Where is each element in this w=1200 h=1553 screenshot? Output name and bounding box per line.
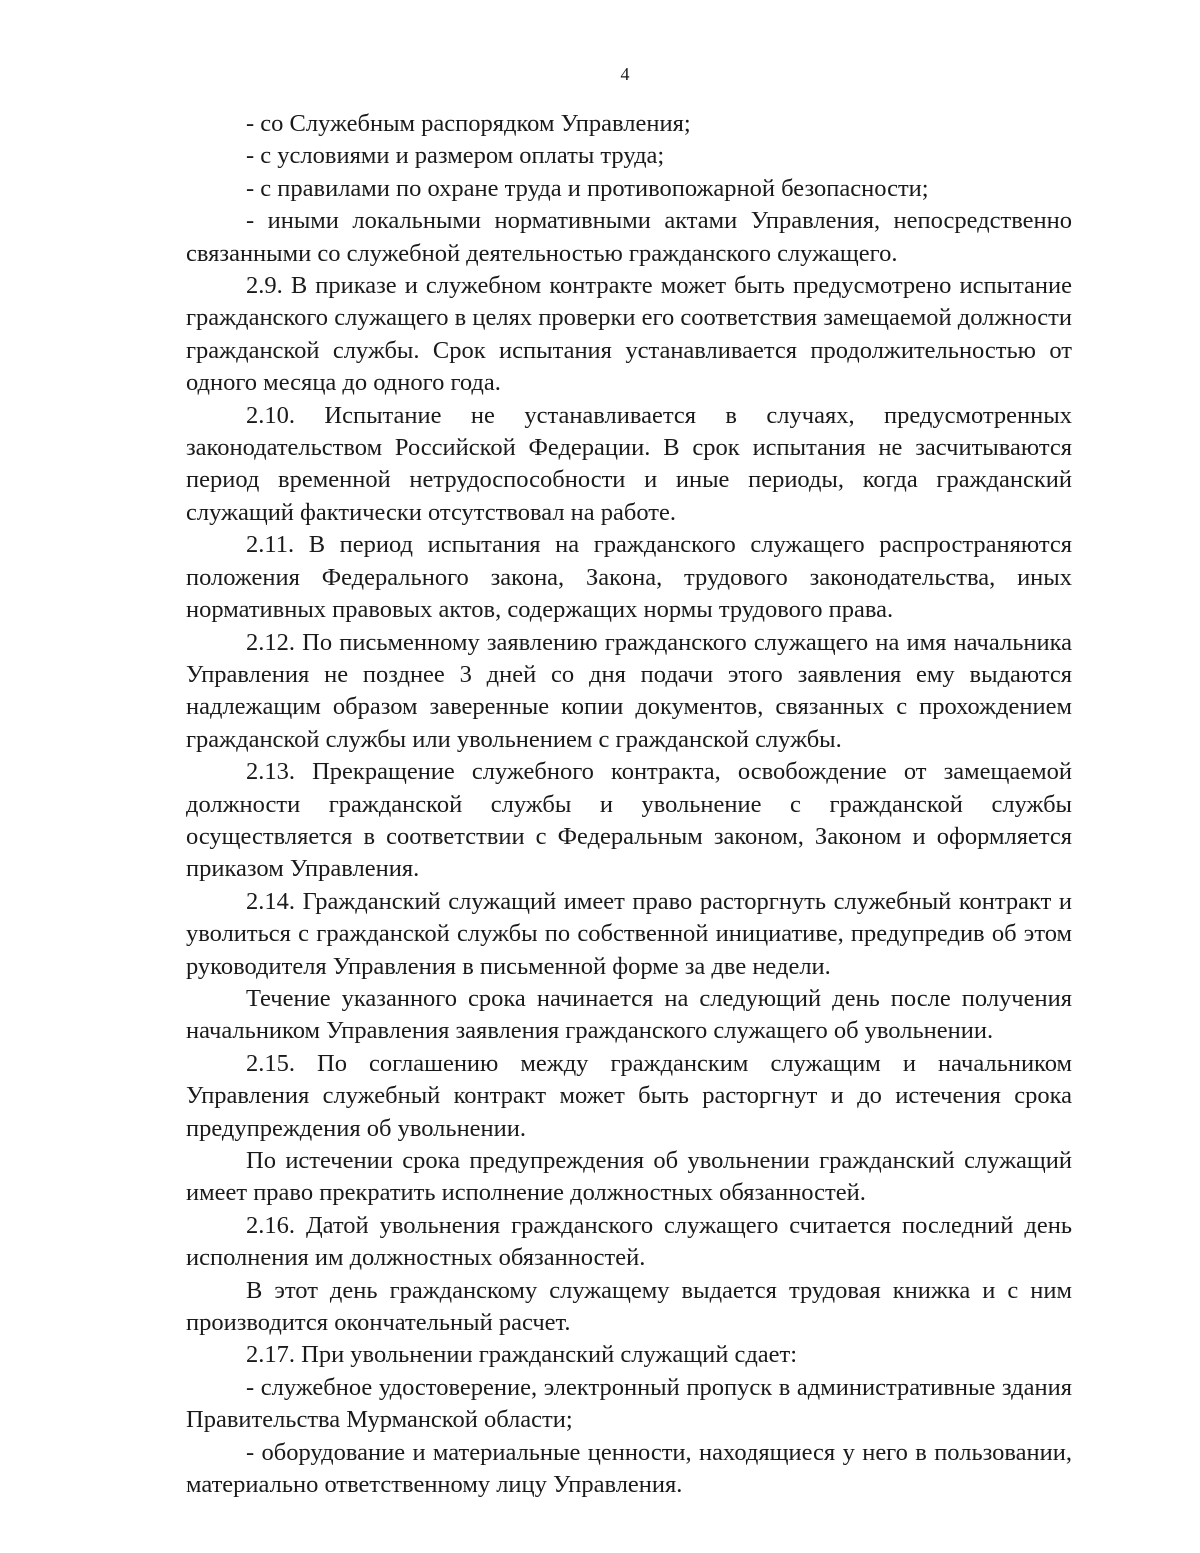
list-item-pay-conditions: - с условиями и размером оплаты труда; [246,142,665,170]
page-number: 4 [620,64,630,84]
clause-2-9: 2.9. В приказе и служебном контракте может быть предусмотрено испытание гражданского служащего в целях проверки его соответствия замещаемой должности гражданской службы. Срок испытания устанавливается продолжительностью от одного месяца до одного года. [186,272,1072,397]
clause-2-16-settlement: В этот день гражданскому служащему выдается трудовая книжка и с ним производится окончательный расчет. [186,1276,1072,1337]
clause-2-14: 2.14. Гражданский служащий имеет право расторгнуть служебный контракт и уволиться с гражданской службы по собственной инициативе, предупредив об этом руководителя Управления в письменной форме за две недели. [186,887,1072,980]
list-item-equipment: - оборудование и материальные ценности, находящиеся у него в пользовании, материально ответственному лицу Управления. [186,1438,1072,1499]
clause-2-11: 2.11. В период испытания на гражданского служащего распространяются положения Федерального закона, Закона, трудового законодательства, иных нормативных правовых актов, содержащих нормы трудового права. [186,531,1072,624]
clause-2-15: 2.15. По соглашению между гражданским служащим и начальником Управления служебный контракт может быть расторгнут и до истечения срока предупреждения об увольнении. [186,1049,1072,1142]
clause-2-15-expiry: По истечении срока предупреждения об увольнении гражданский служащий имеет право прекратить исполнение должностных обязанностей. [186,1147,1072,1207]
list-item-safety-rules: - с правилами по охране труда и противопожарной безопасности; [246,174,929,202]
list-item-local-acts: - иными локальными нормативными актами Управления, непосредственно связанными со служебной деятельностью гражданского служащего. [186,207,1072,267]
clause-2-12: 2.12. По письменному заявлению гражданского служащего на имя начальника Управления не позднее 3 дней со дня подачи этого заявления ему выдаются надлежащим образом заверенные копии документов, связанных с прохождением гражданской службы или увольнением с гражданской службы. [186,628,1072,753]
list-item-service-rules: - со Служебным распорядком Управления; [246,110,691,137]
list-item-id-pass: - служебное удостоверение, электронный пропуск в административные здания Правительства Мурманской области; [186,1373,1072,1434]
clause-2-10: 2.10. Испытание не устанавливается в случаях, предусмотренных законодательством Российской Федерации. В срок испытания не засчитываются период временной нетрудоспособности и иные периоды, когда гражданский служащий фактически отсутствовал на работе. [186,401,1072,526]
clause-2-14-term: Течение указанного срока начинается на следующий день после получения начальником Управления заявления гражданского служащего об увольнении. [186,984,1072,1045]
clause-2-13: 2.13. Прекращение служебного контракта, освобождение от замещаемой должности гражданской службы и увольнение с гражданской службы осуществляется в соответствии с Федеральным законом, Законом и оформляется приказом Управления. [186,758,1072,883]
document-body [186,108,1072,1501]
clause-2-17: 2.17. При увольнении гражданский служащий сдает: [246,1341,798,1369]
clause-2-16: 2.16. Датой увольнения гражданского служащего считается последний день исполнения им должностных обязанностей. [186,1211,1072,1272]
